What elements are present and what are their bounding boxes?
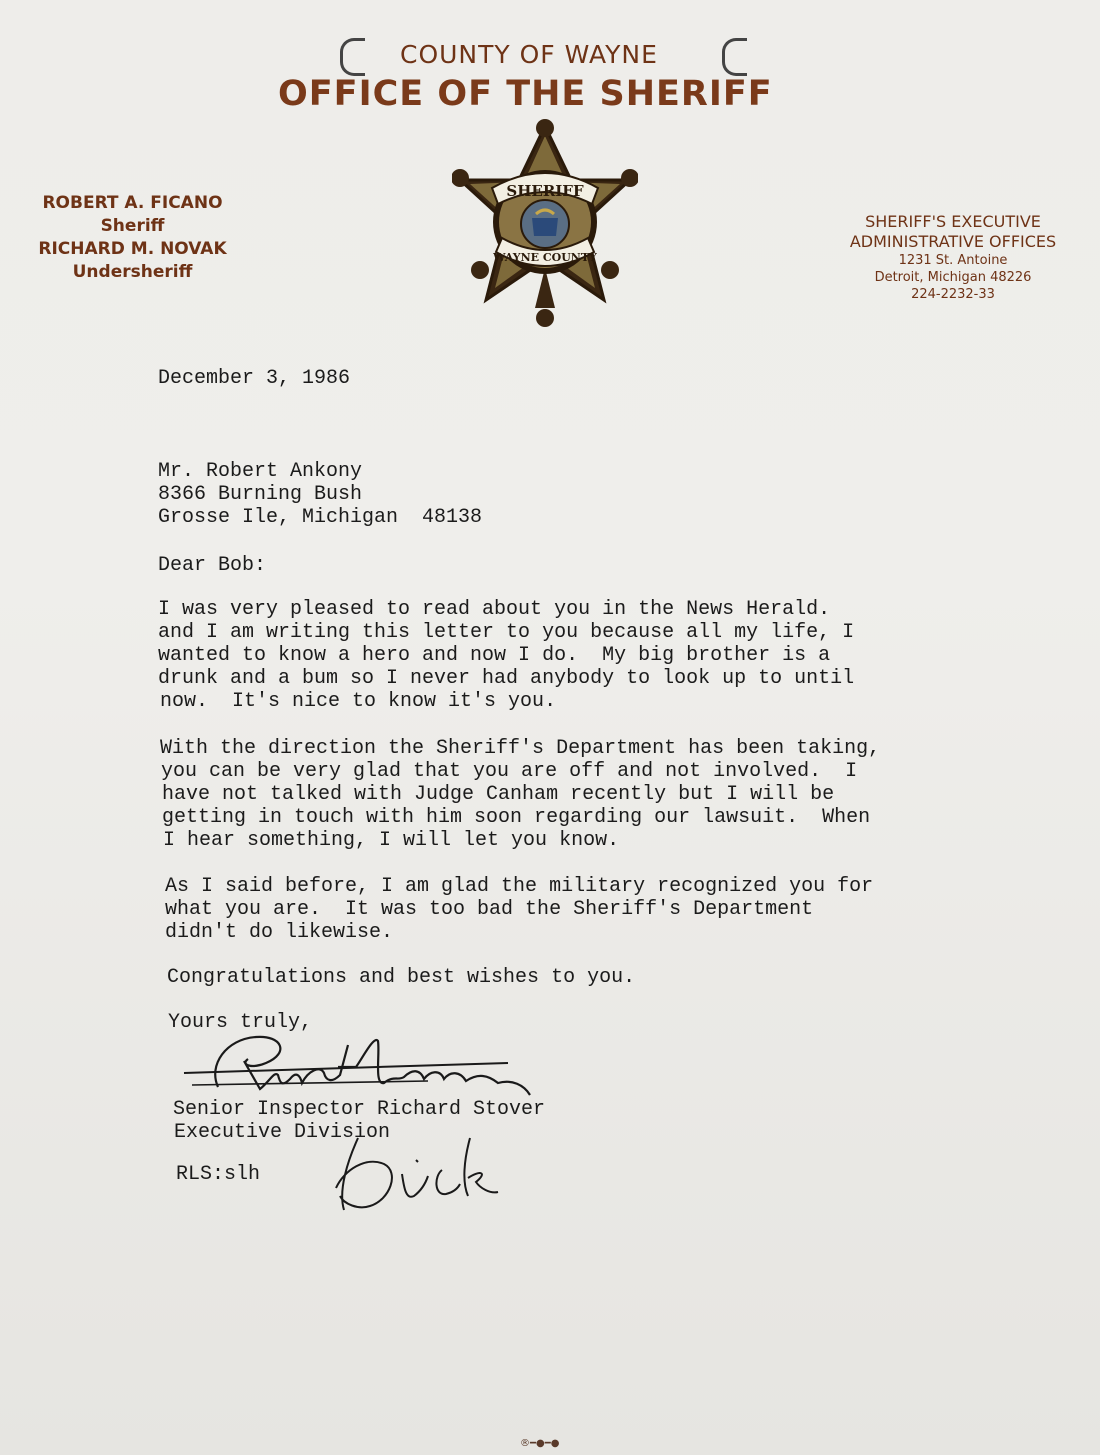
punch-hole-right — [722, 38, 747, 76]
paragraph-line: what you are. It was too bad the Sheriff's Department — [165, 898, 814, 921]
signer-division: Executive Division — [174, 1121, 391, 1144]
signer-title: Senior Inspector Richard Stover — [173, 1098, 546, 1121]
recipient-street: 8366 Burning Bush — [158, 483, 363, 506]
badge-top-text: SHERIFF — [506, 182, 584, 200]
paragraph-line: now. It's nice to know it's you. — [160, 690, 557, 713]
paragraph-line: getting in touch with him soon regarding our lawsuit. When — [162, 806, 871, 829]
paragraph-line: and I am writing this letter to you because all my life, I — [158, 621, 855, 644]
paragraph-line: didn't do likewise. — [165, 921, 394, 944]
paragraph-line: you can be very glad that you are off and not involved. I — [161, 760, 858, 783]
paragraph-line: I hear something, I will let you know. — [163, 829, 620, 852]
paragraph-4: Congratulations and best wishes to you. — [167, 966, 636, 989]
paragraph-line: I was very pleased to read about you in the News Herald. — [158, 598, 831, 621]
paragraph-line: drunk and a bum so I never had anybody to look up to until — [158, 667, 855, 690]
letterhead-officials — [30, 192, 235, 284]
exec-address: 1231 St. Antoine — [898, 253, 1008, 268]
initials: RLS:slh — [176, 1163, 261, 1186]
paragraph-line: As I said before, I am glad the military recognized you for — [165, 875, 874, 898]
sheriff-name: ROBERT A. FICANO — [42, 193, 223, 213]
recipient-city: Grosse Ile, Michigan 48138 — [158, 506, 483, 529]
paragraph-line: wanted to know a hero and now I do. My big brother is a — [158, 644, 831, 667]
badge-bottom-text: WAYNE COUNTY — [493, 251, 597, 264]
exec-city: Detroit, Michigan 48226 — [874, 270, 1032, 285]
recipient-name: Mr. Robert Ankony — [158, 460, 363, 483]
letterhead-exec-offices — [836, 212, 1070, 303]
salutation: Dear Bob: — [158, 554, 267, 577]
exec-line2: ADMINISTRATIVE OFFICES — [849, 232, 1057, 251]
letterhead-county: COUNTY OF WAYNE — [400, 40, 658, 69]
closing: Yours truly, — [168, 1011, 313, 1034]
sheriff-badge-icon — [452, 118, 638, 328]
paragraph-line: With the direction the Sheriff's Department has been taking, — [160, 737, 881, 760]
paragraph-line: have not talked with Judge Canham recently but I will be — [162, 783, 835, 806]
letter-date: December 3, 1986 — [158, 367, 351, 390]
exec-line1: SHERIFF'S EXECUTIVE — [865, 212, 1041, 231]
letterhead-office: OFFICE OF THE SHERIFF — [278, 74, 773, 114]
handwritten-signature — [178, 1025, 548, 1107]
undersheriff-title: Undersheriff — [72, 262, 193, 282]
sheriff-title: Sheriff — [100, 216, 165, 236]
punch-hole-left — [340, 38, 365, 76]
undersheriff-name: RICHARD M. NOVAK — [38, 239, 227, 259]
handwritten-note — [330, 1130, 510, 1220]
union-bug-icon: ®━●━● — [520, 1438, 560, 1449]
exec-phone: 224-2232-33 — [911, 287, 995, 302]
